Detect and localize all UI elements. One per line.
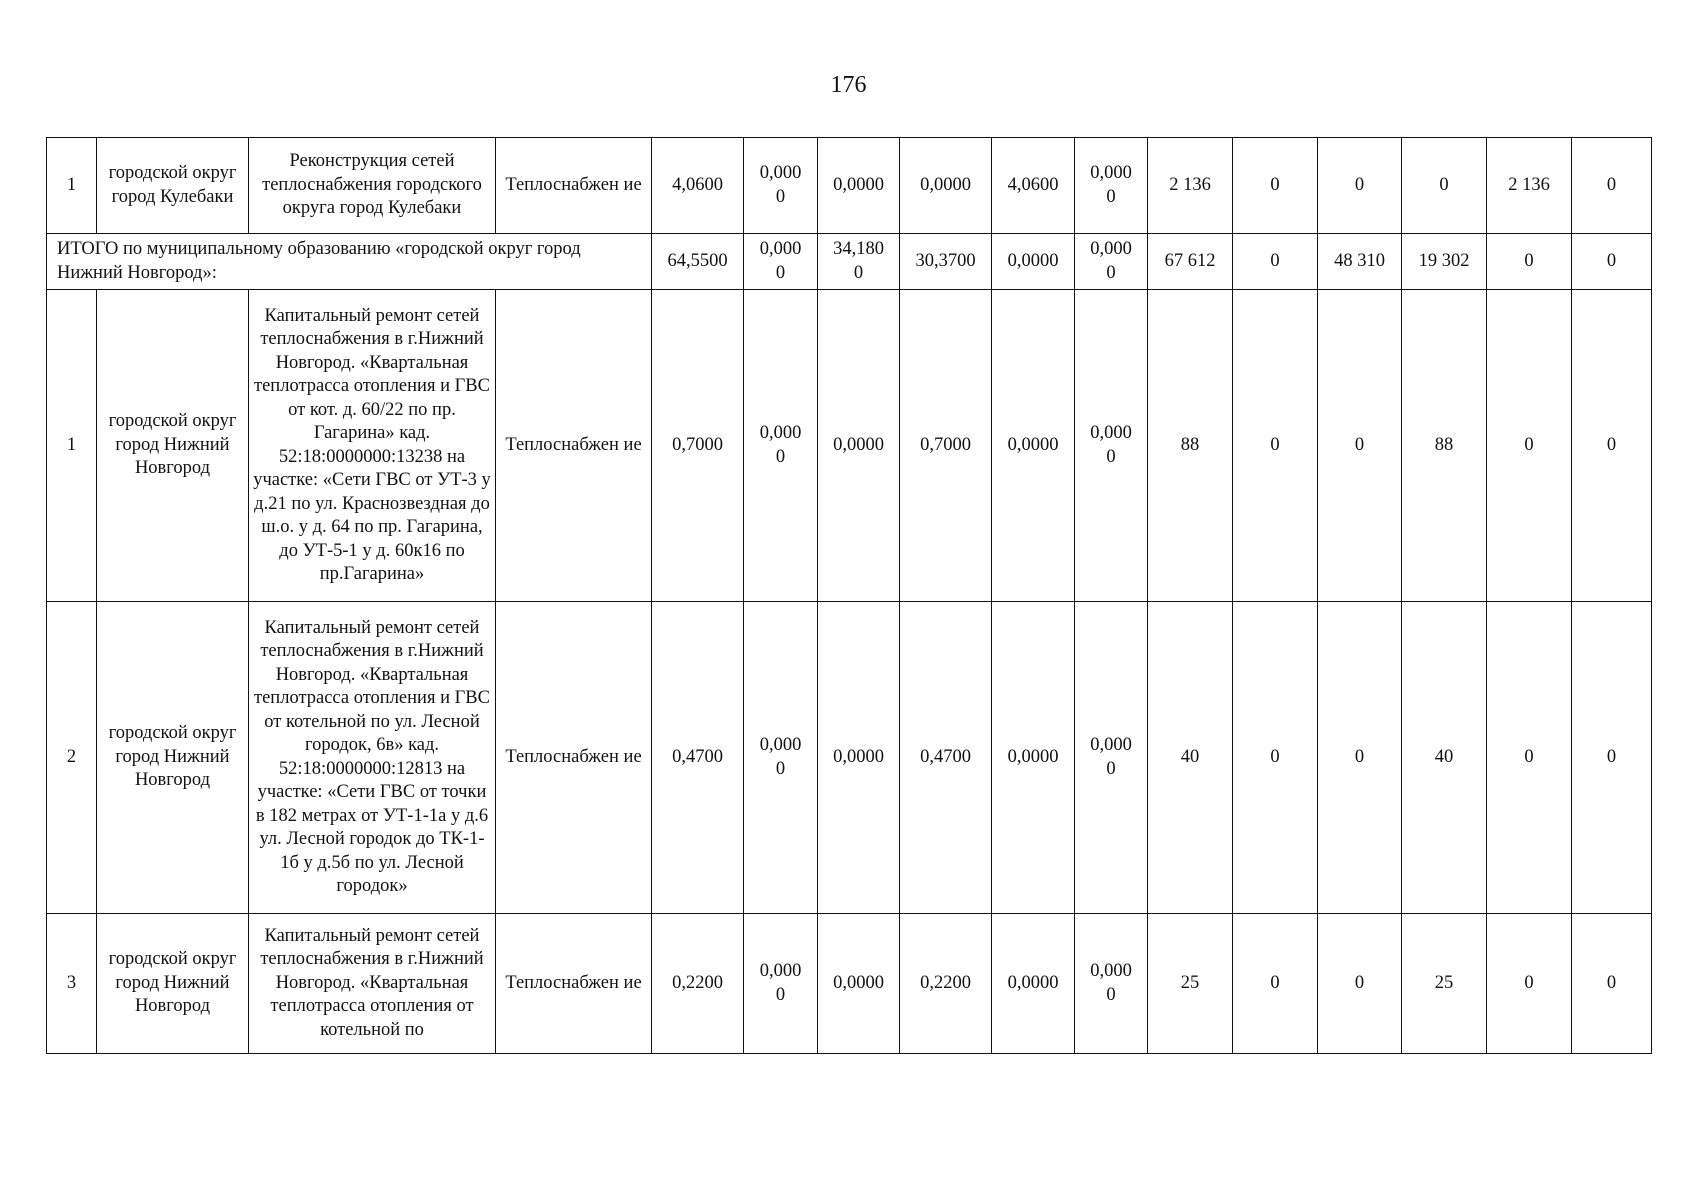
amount-a-cell: 0 [1233, 602, 1318, 914]
amount-c-cell: 25 [1402, 914, 1487, 1054]
amount-e-cell: 0 [1572, 914, 1652, 1054]
value-c-cell: 0,0000 [900, 138, 992, 234]
row-number-cell: 2 [47, 602, 97, 914]
value-d-cell: 0,0000 [992, 602, 1075, 914]
value-d-cell: 0,0000 [992, 290, 1075, 602]
value-b-cell: 34,180 0 [818, 234, 900, 290]
table-row [47, 602, 1652, 914]
amount-e-cell: 0 [1572, 290, 1652, 602]
value-e-cell: 0,000 0 [1075, 290, 1148, 602]
municipality-cell: городской округ город Нижний Новгород [97, 290, 249, 602]
amount-d-cell: 0 [1487, 914, 1572, 1054]
category-cell: Теплоснабжен ие [496, 290, 652, 602]
amount-e-cell: 0 [1572, 602, 1652, 914]
amount-c-cell: 0 [1402, 138, 1487, 234]
amount-total-cell: 40 [1148, 602, 1233, 914]
value-c-cell: 30,3700 [900, 234, 992, 290]
value-a-cell: 0,000 0 [744, 290, 818, 602]
table-row [47, 138, 1652, 234]
amount-a-cell: 0 [1233, 914, 1318, 1054]
amount-total-cell: 2 136 [1148, 138, 1233, 234]
row-number-cell: 3 [47, 914, 97, 1054]
amount-b-cell: 0 [1318, 602, 1402, 914]
amount-b-cell: 48 310 [1318, 234, 1402, 290]
value-c-cell: 0,2200 [900, 914, 992, 1054]
project-description-cell: Реконструкция сетей теплоснабжения городского округа город Кулебаки [249, 138, 496, 234]
value-e-cell: 0,000 0 [1075, 602, 1148, 914]
amount-d-cell: 0 [1487, 290, 1572, 602]
amount-c-cell: 19 302 [1402, 234, 1487, 290]
value-c-cell: 0,4700 [900, 602, 992, 914]
amount-e-cell: 0 [1572, 138, 1652, 234]
municipality-cell: городской округ город Нижний Новгород [97, 914, 249, 1054]
value-total-cell: 0,7000 [652, 290, 744, 602]
category-cell: Теплоснабжен ие [496, 914, 652, 1054]
value-d-cell: 0,0000 [992, 914, 1075, 1054]
amount-b-cell: 0 [1318, 290, 1402, 602]
value-a-cell: 0,000 0 [744, 138, 818, 234]
value-a-cell: 0,000 0 [744, 234, 818, 290]
investment-table [46, 137, 1652, 1054]
page-number: 176 [830, 72, 867, 98]
project-description-cell: Капитальный ремонт сетей теплоснабжения в г.Нижний Новгород. «Квартальная теплотрасса отопления от котельной по [249, 914, 496, 1054]
municipality-cell: городской округ город Кулебаки [97, 138, 249, 234]
value-total-cell: 0,2200 [652, 914, 744, 1054]
value-d-cell: 4,0600 [992, 138, 1075, 234]
total-row [47, 234, 1652, 290]
value-b-cell: 0,0000 [818, 138, 900, 234]
amount-d-cell: 2 136 [1487, 138, 1572, 234]
value-d-cell: 0,0000 [992, 234, 1075, 290]
value-b-cell: 0,0000 [818, 290, 900, 602]
amount-e-cell: 0 [1572, 234, 1652, 290]
value-a-cell: 0,000 0 [744, 914, 818, 1054]
total-label-cell: ИТОГО по муниципальному образованию «городской округ город Нижний Новгород»: [47, 234, 652, 290]
amount-a-cell: 0 [1233, 138, 1318, 234]
amount-c-cell: 88 [1402, 290, 1487, 602]
value-total-cell: 0,4700 [652, 602, 744, 914]
amount-total-cell: 67 612 [1148, 234, 1233, 290]
amount-d-cell: 0 [1487, 234, 1572, 290]
amount-c-cell: 40 [1402, 602, 1487, 914]
row-number-cell: 1 [47, 138, 97, 234]
amount-total-cell: 25 [1148, 914, 1233, 1054]
amount-b-cell: 0 [1318, 138, 1402, 234]
amount-a-cell: 0 [1233, 290, 1318, 602]
category-cell: Теплоснабжен ие [496, 602, 652, 914]
category-cell: Теплоснабжен ие [496, 138, 652, 234]
municipality-cell: городской округ город Нижний Новгород [97, 602, 249, 914]
value-e-cell: 0,000 0 [1075, 138, 1148, 234]
project-description-cell: Капитальный ремонт сетей теплоснабжения в г.Нижний Новгород. «Квартальная теплотрасса отопления и ГВС от котельной по ул. Лесной городок, 6в» кад. 52:18:0000000:12813 на участке: «Сети ГВС от точки в 182 метрах от УТ-1-1а у д.6 ул. Лесной городок до ТК-1-1б у д.5б по ул. Лесной городок» [249, 602, 496, 914]
value-total-cell: 4,0600 [652, 138, 744, 234]
value-total-cell: 64,5500 [652, 234, 744, 290]
value-e-cell: 0,000 0 [1075, 234, 1148, 290]
value-b-cell: 0,0000 [818, 914, 900, 1054]
project-description-cell: Капитальный ремонт сетей теплоснабжения в г.Нижний Новгород. «Квартальная теплотрасса отопления и ГВС от кот. д. 60/22 по пр. Гагарина» кад. 52:18:0000000:13238 на участке: «Сети ГВС от УТ-3 у д.21 по ул. Краснозвездная до ш.о. у д. 64 по пр. Гагарина, до УТ-5-1 у д. 60к16 по пр.Гагарина» [249, 290, 496, 602]
amount-b-cell: 0 [1318, 914, 1402, 1054]
value-a-cell: 0,000 0 [744, 602, 818, 914]
amount-a-cell: 0 [1233, 234, 1318, 290]
row-number-cell: 1 [47, 290, 97, 602]
amount-total-cell: 88 [1148, 290, 1233, 602]
value-c-cell: 0,7000 [900, 290, 992, 602]
value-b-cell: 0,0000 [818, 602, 900, 914]
amount-d-cell: 0 [1487, 602, 1572, 914]
table-row [47, 290, 1652, 602]
table-row [47, 914, 1652, 1054]
value-e-cell: 0,000 0 [1075, 914, 1148, 1054]
